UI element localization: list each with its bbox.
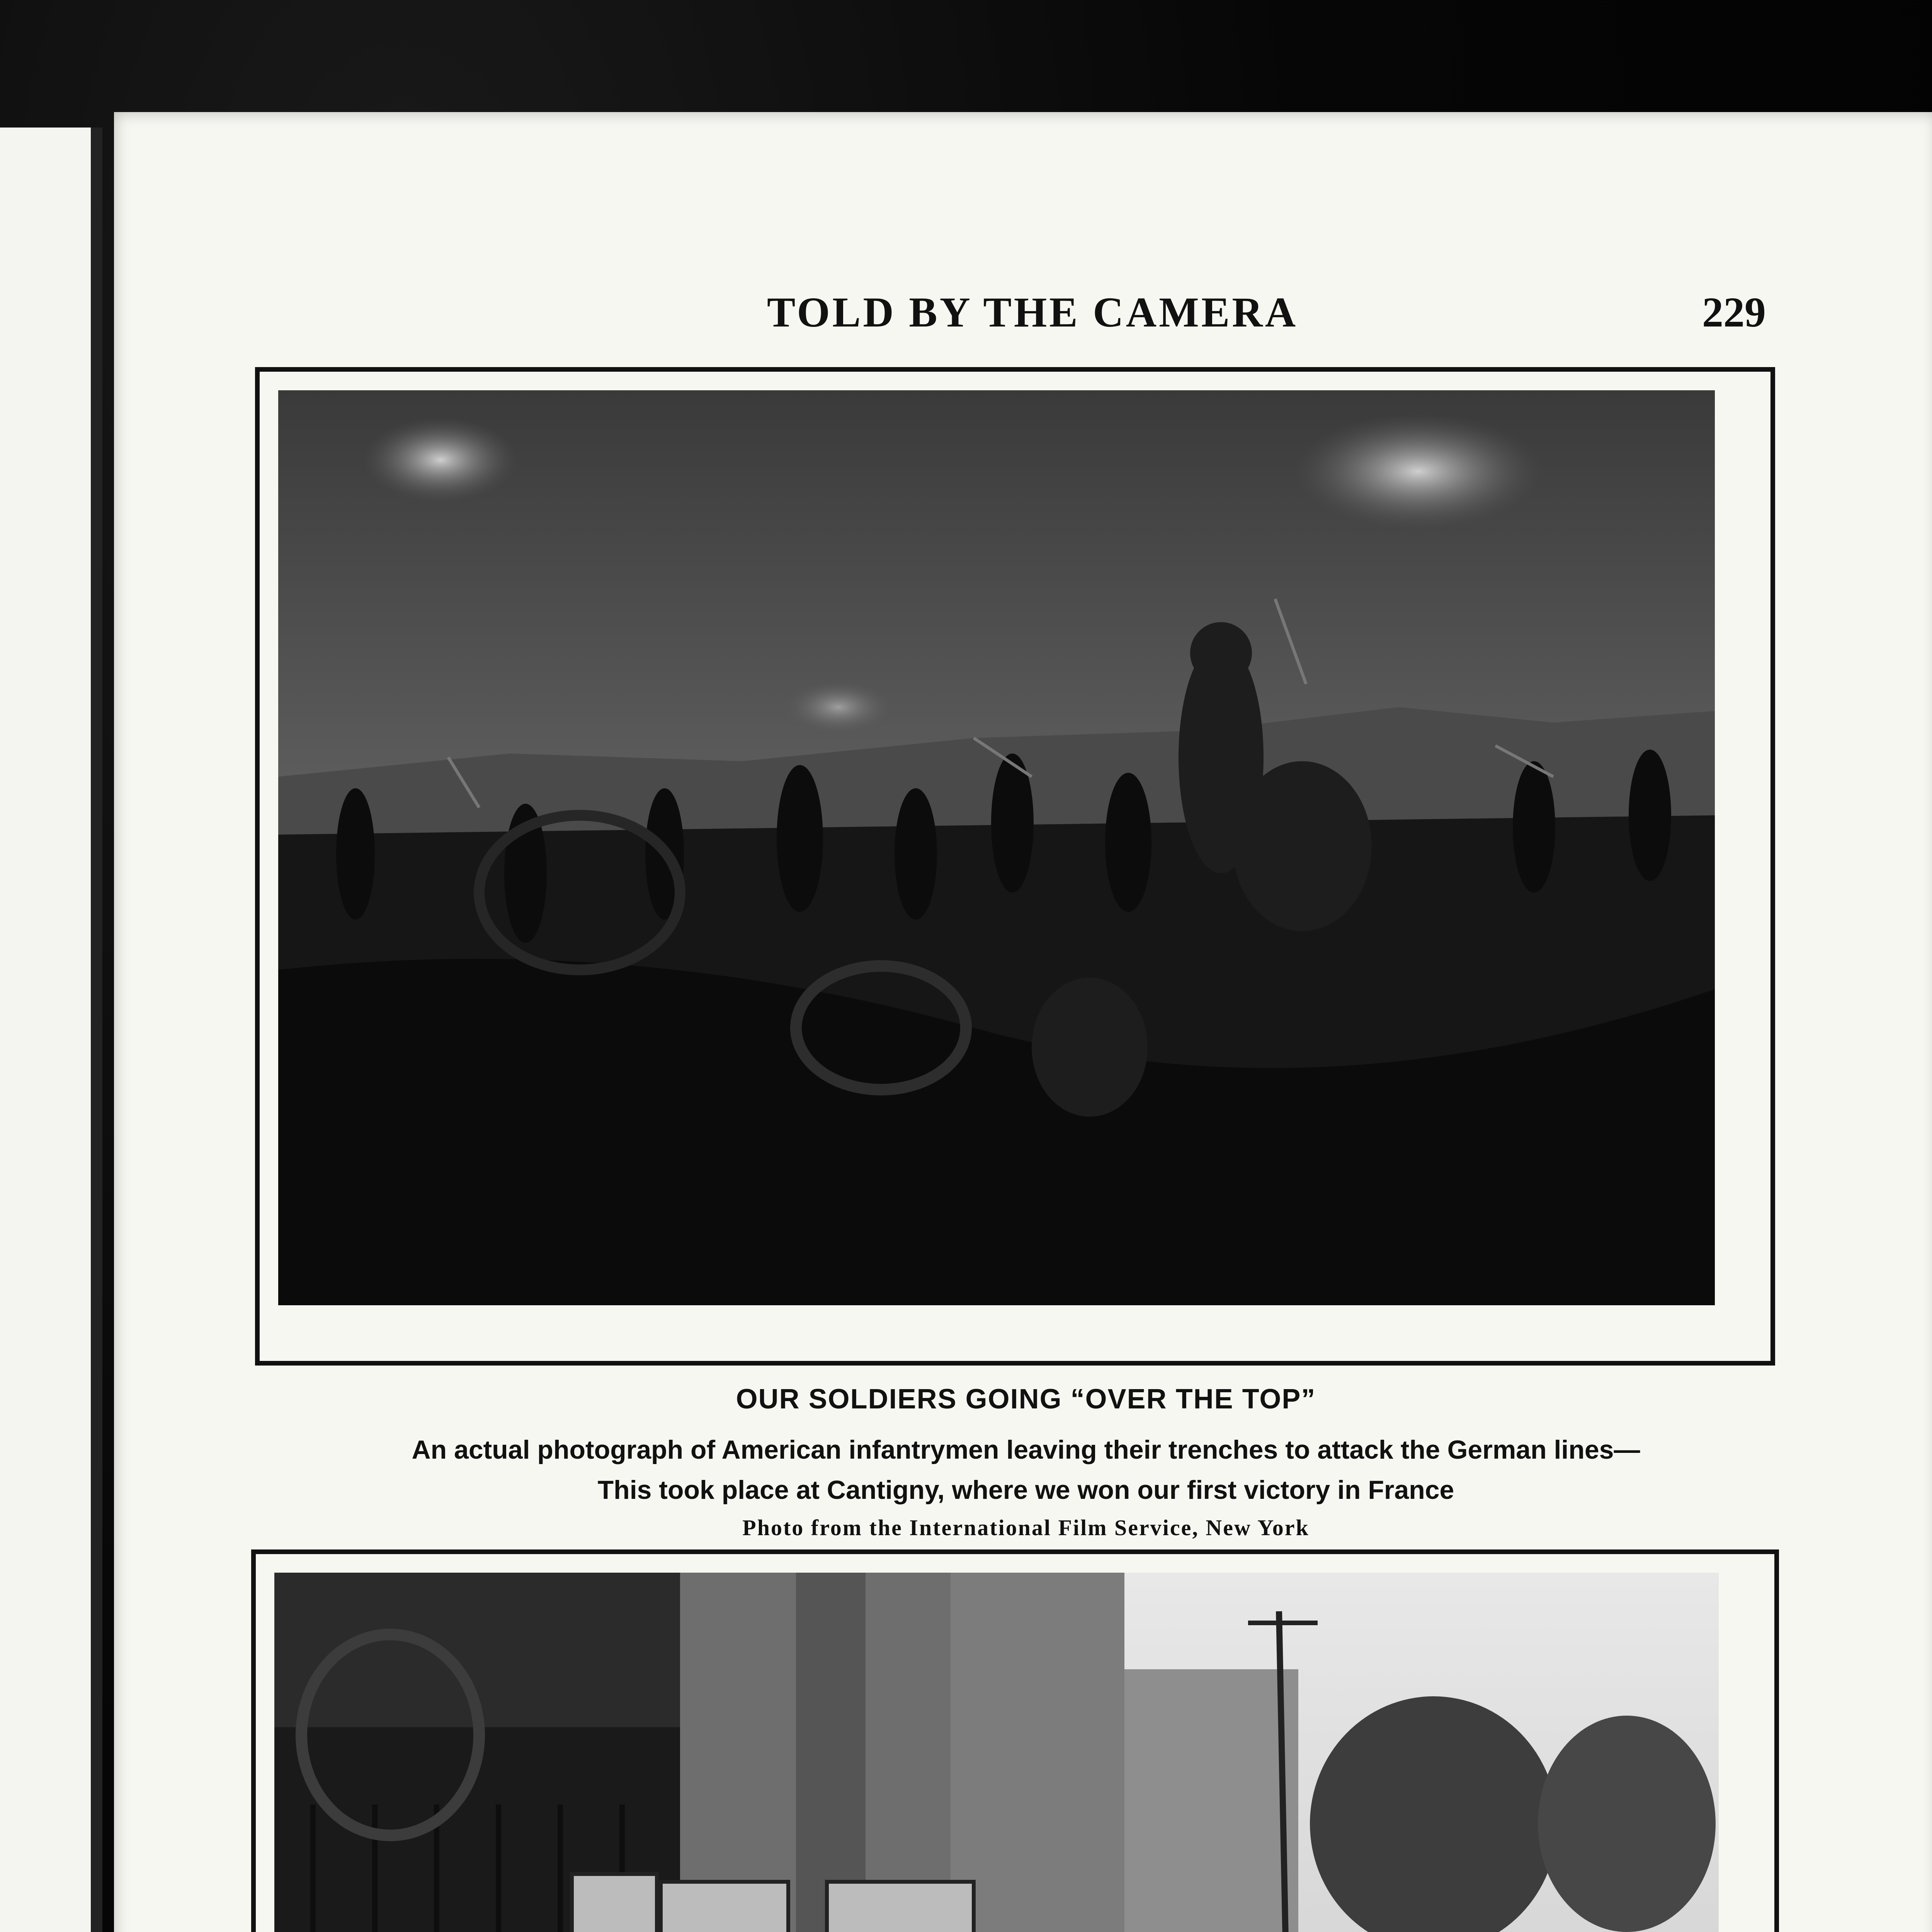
figure1-frame [255, 367, 1775, 1366]
figure2-photo [274, 1573, 1756, 1932]
figure1-caption-line2: This took place at Cantigny, where we won our first victory in France [597, 1475, 1454, 1505]
page-header [114, 288, 1932, 350]
facing-page-edge [0, 128, 102, 1932]
running-head: TOLD BY THE CAMERA [767, 289, 1298, 336]
figure1-photo [278, 390, 1752, 1342]
figure1-caption [114, 1430, 1932, 1510]
figure1-credit: Photo from the International Film Service, New York [742, 1515, 1310, 1540]
figure1-title: OUR SOLDIERS GOING “OVER THE TOP” [736, 1384, 1316, 1415]
page-number: 229 [1702, 289, 1766, 336]
book-page [114, 112, 1932, 1932]
battlefield-illustration [278, 390, 1715, 1305]
street-illustration [274, 1573, 1719, 1932]
figure1-caption-line1: An actual photograph of American infantrymen leaving their trenches to attack the German lines— [412, 1435, 1640, 1464]
figure2-frame [251, 1549, 1779, 1932]
